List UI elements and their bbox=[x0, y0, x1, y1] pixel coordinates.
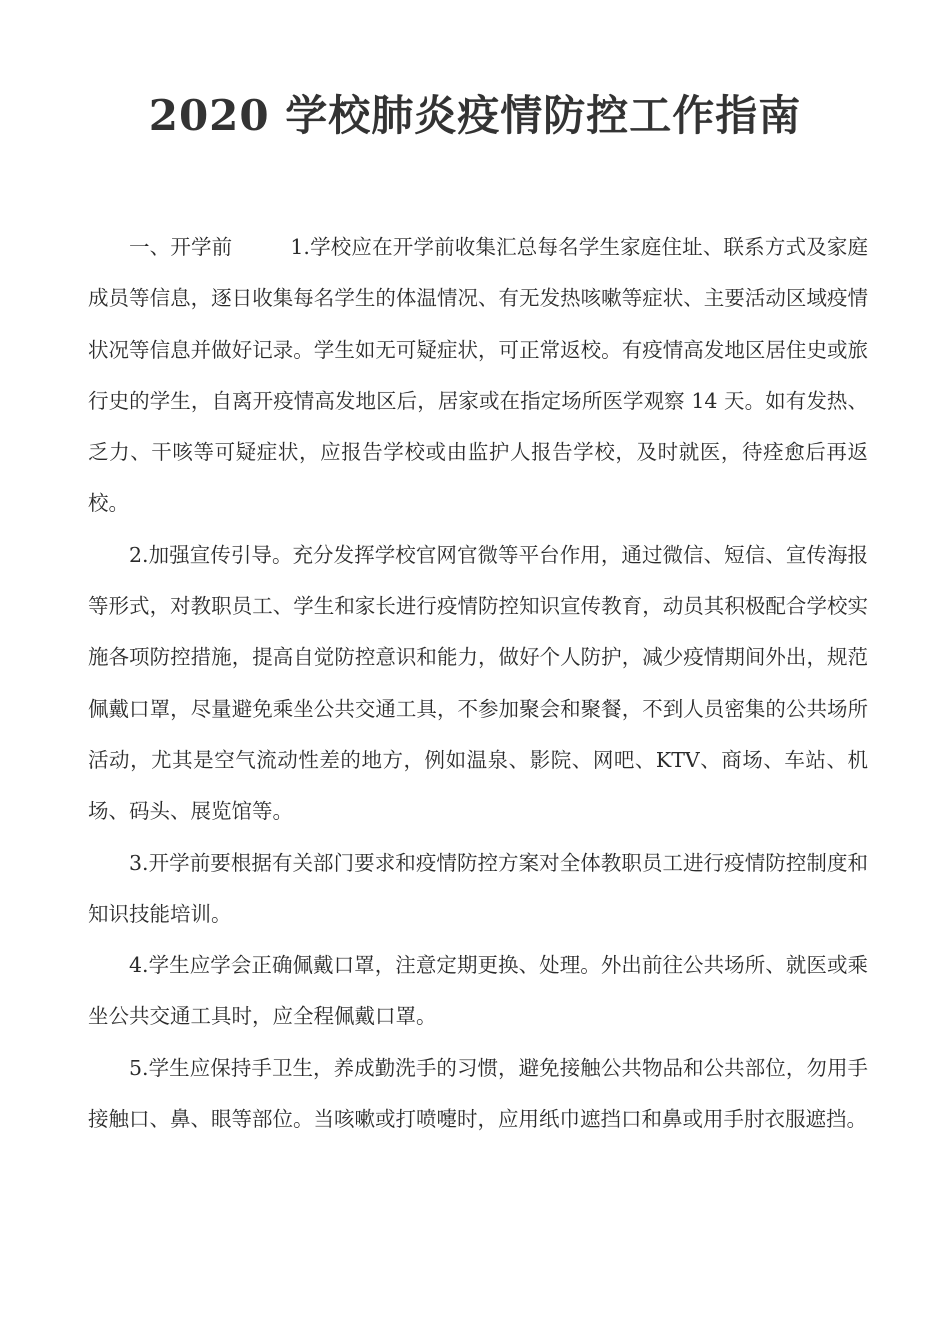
section-heading: 一、开学前 bbox=[129, 235, 233, 259]
paragraph-3: 3.开学前要根据有关部门要求和疫情防控方案对全体教职员工进行疫情防控制度和知识技能培训。 bbox=[88, 850, 868, 926]
paragraph-text: 1.学校应在开学前收集汇总每名学生家庭住址、联系方式及家庭成员等信息，逐日收集每名学生的体温情况、有无发热咳嗽等症状、主要活动区域疫情状况等信息并做好记录。学生如无可疑症状，可正常返校。有疫情高发地区居住史或旅行史的学生，自离开疫情高发地区后，居家或在指定场所医学观察 14 天。如有发热、乏力、干咳等可疑症状，应报告学校或由监护人报告学校，及时就医，待痊愈后再返校。 bbox=[88, 235, 869, 516]
document-title: 2020 学校肺炎疫情防控工作指南 bbox=[148, 91, 802, 140]
document-body bbox=[88, 222, 868, 1145]
paragraph-5: 5.学生应保持手卫生，养成勤洗手的习惯，避免接触公共物品和公共部位，勿用手接触口、鼻、眼等部位。当咳嗽或打喷嚏时，应用纸巾遮挡口和鼻或用手肘衣服遮挡。 bbox=[88, 1055, 868, 1132]
paragraph-4: 4.学生应学会正确佩戴口罩，注意定期更换、处理。外出前往公共场所、就医或乘坐公共交通工具时，应全程佩戴口罩。 bbox=[88, 953, 868, 1029]
paragraph-1 bbox=[88, 222, 868, 530]
paragraph-2: 2.加强宣传引导。充分发挥学校官网官微等平台作用，通过微信、短信、宣传海报等形式，对教职员工、学生和家长进行疫情防控知识宣传教育，动员其积极配合学校实施各项防控措施，提高自觉防控意识和能力，做好个人防护，减少疫情期间外出，规范佩戴口罩，尽量避免乘坐公共交通工具，不参加聚会和聚餐，不到人员密集的公共场所活动，尤其是空气流动性差的地方，例如温泉、影院、网吧、KTV、商场、车站、机场、码头、展览馆等。 bbox=[88, 542, 868, 824]
